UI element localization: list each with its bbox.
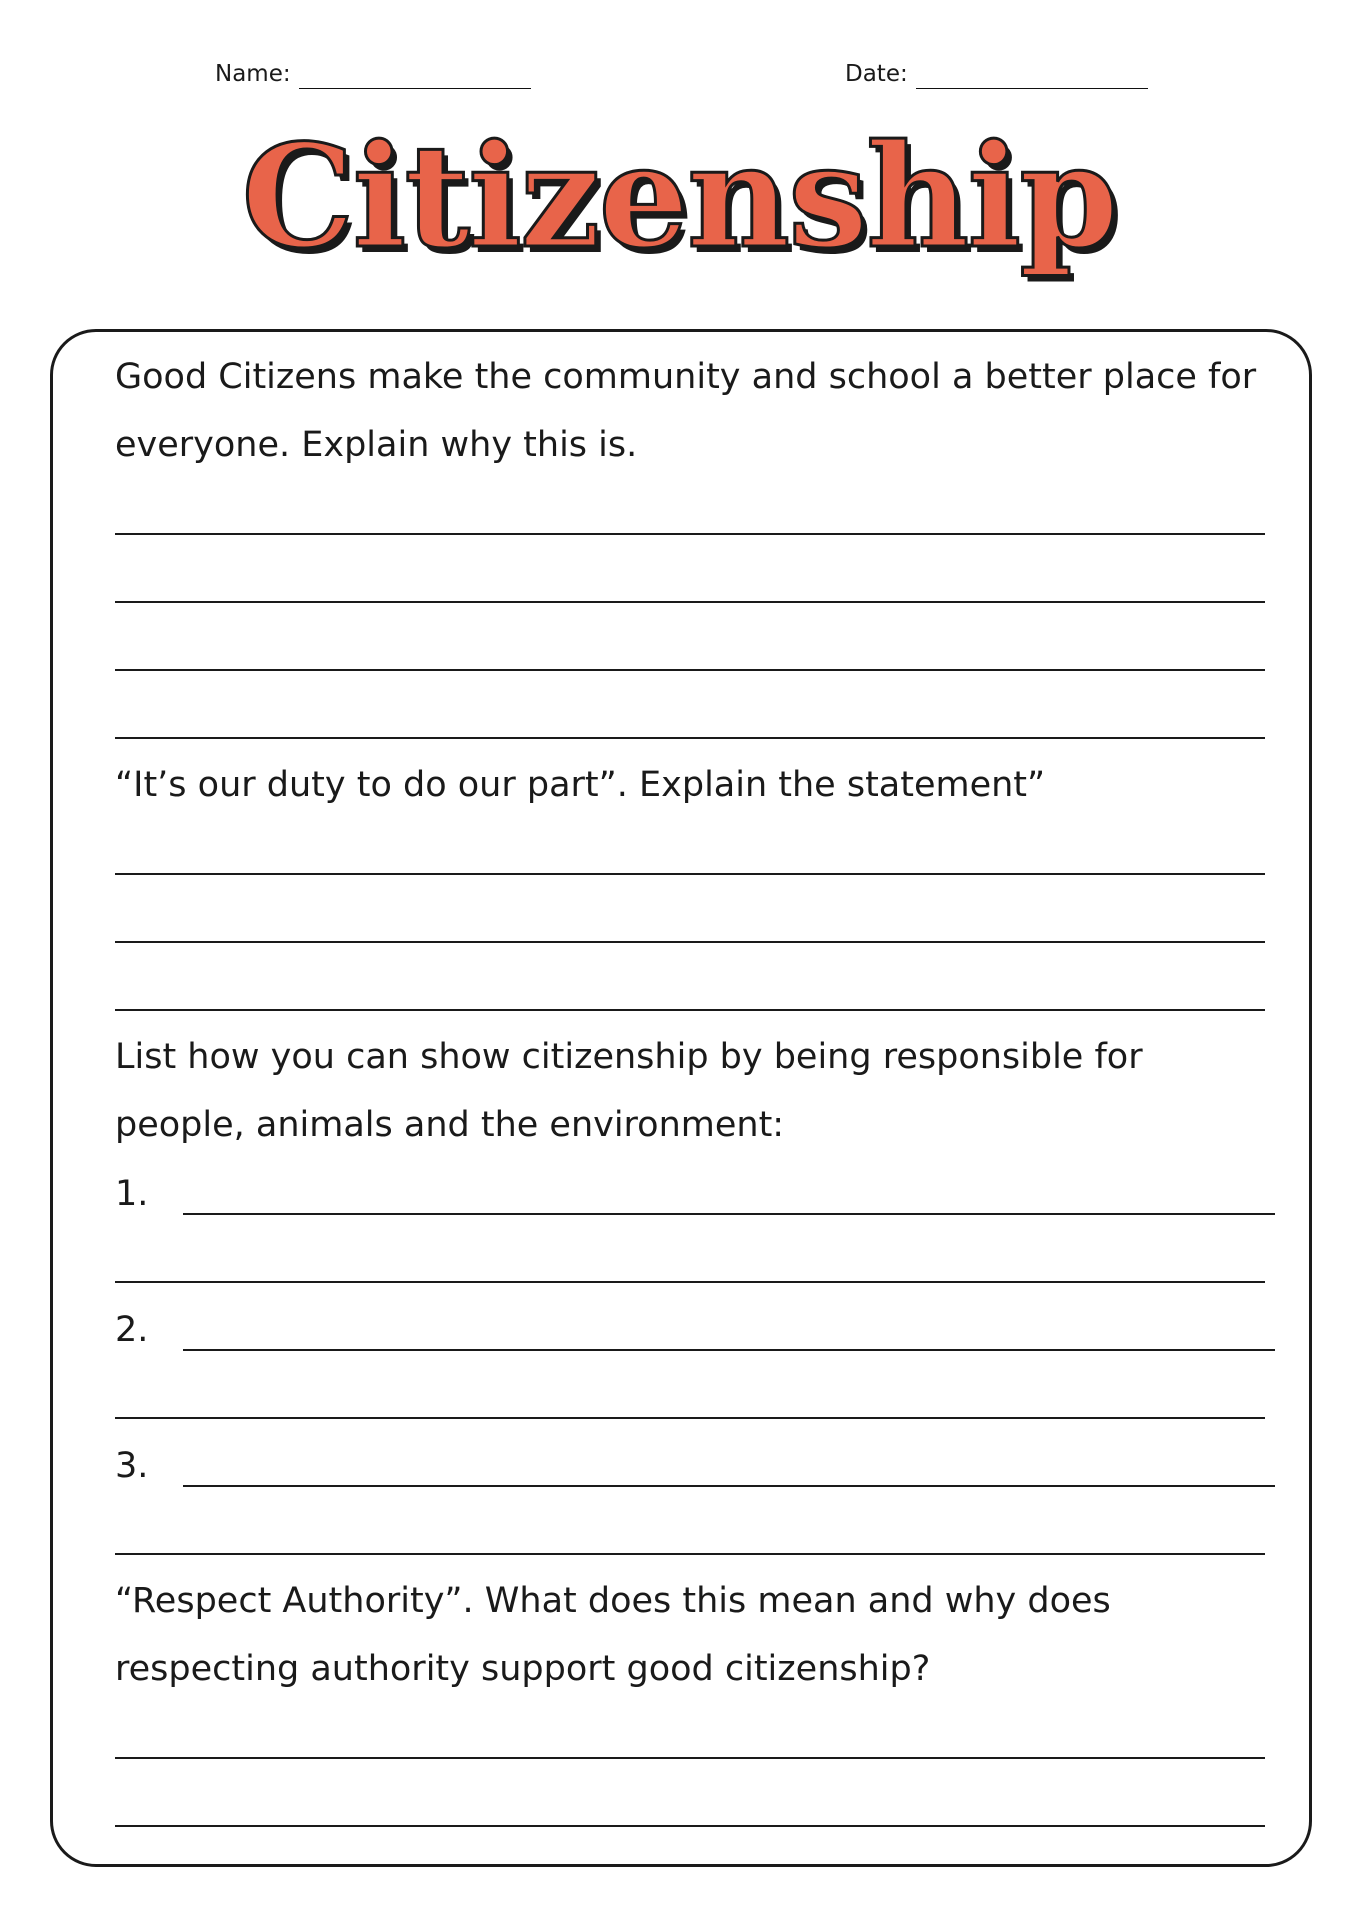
answer-line[interactable] xyxy=(115,1009,1265,1011)
list-number-1: 1. xyxy=(115,1174,149,1214)
answer-line[interactable] xyxy=(115,941,1265,943)
answer-line[interactable] xyxy=(183,1485,1275,1487)
question-2: “It’s our duty to do our part”. Explain the statement” xyxy=(115,765,1046,805)
answer-line[interactable] xyxy=(115,669,1265,671)
answer-line[interactable] xyxy=(115,1553,1265,1555)
question-4: “Respect Authority”. What does this mean and why does respecting authority support good citizenship? xyxy=(115,1581,1111,1689)
list-number-3: 3. xyxy=(115,1446,149,1486)
answer-line[interactable] xyxy=(115,533,1265,535)
list-number-2: 2. xyxy=(115,1310,149,1350)
answer-line[interactable] xyxy=(115,873,1265,875)
answer-line[interactable] xyxy=(115,1757,1265,1759)
page-title: Citizenship xyxy=(241,114,1117,280)
name-field[interactable] xyxy=(215,60,531,89)
date-field[interactable] xyxy=(845,60,1148,89)
answer-line[interactable] xyxy=(115,737,1265,739)
name-blank-line[interactable] xyxy=(299,60,531,89)
answer-line[interactable] xyxy=(183,1349,1275,1351)
date-label: Date: xyxy=(845,61,908,87)
answer-line[interactable] xyxy=(115,1825,1265,1827)
question-1: Good Citizens make the community and school a better place for everyone. Explain why this is. xyxy=(115,357,1257,465)
name-label: Name: xyxy=(215,61,291,87)
answer-line[interactable] xyxy=(115,1281,1265,1283)
answer-line[interactable] xyxy=(115,1417,1265,1419)
date-blank-line[interactable] xyxy=(916,60,1148,89)
answer-line[interactable] xyxy=(183,1213,1275,1215)
answer-line[interactable] xyxy=(115,601,1265,603)
question-3: List how you can show citizenship by being responsible for people, animals and the environment: xyxy=(115,1037,1143,1145)
